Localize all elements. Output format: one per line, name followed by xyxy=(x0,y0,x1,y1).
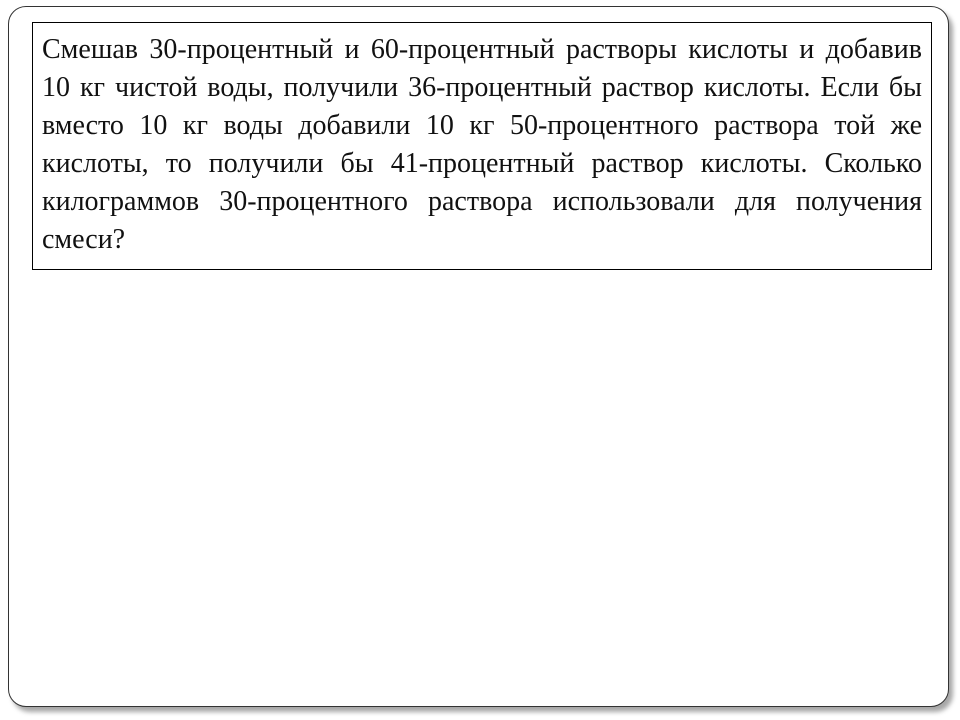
problem-box xyxy=(32,22,932,270)
problem-text: Смешав 30-процентный и 60-процентный растворы кислоты и добавив 10 кг чистой воды, получили 36-процентный раствор кислоты. Если бы вместо 10 кг воды добавили 10 кг 50-процентного раствора той же кислоты, то получили бы 41-процентный раствор кислоты. Сколько килограммов 30-процентного раствора использовали для получения смеси? xyxy=(42,34,922,255)
